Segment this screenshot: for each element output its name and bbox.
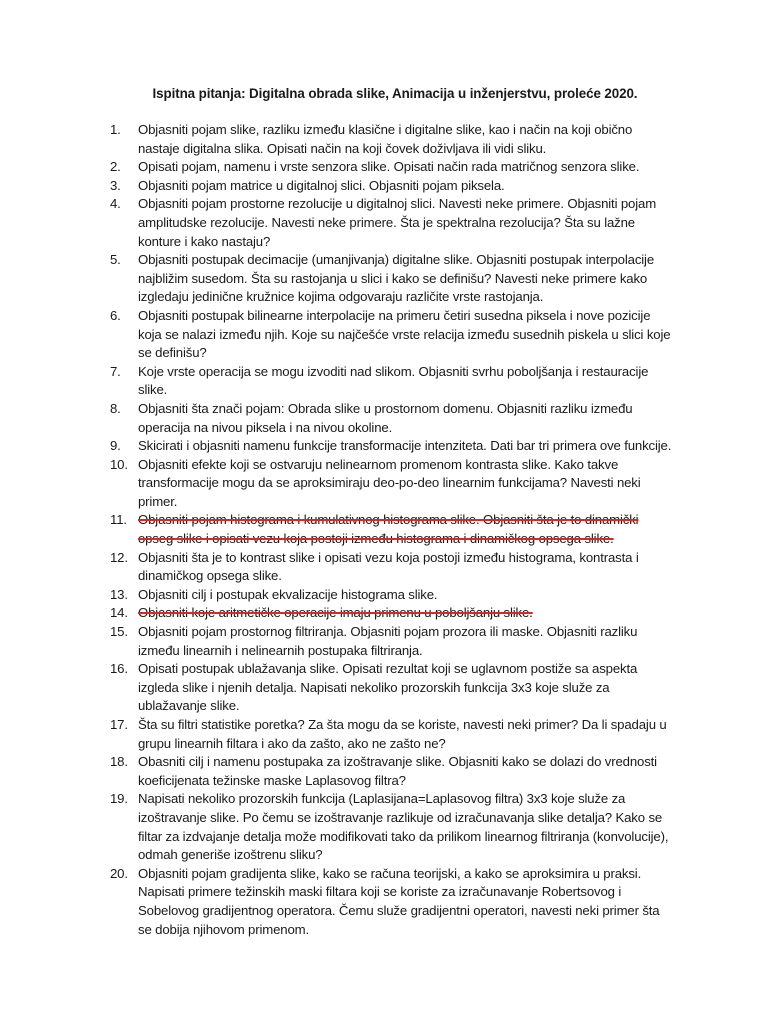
question-item bbox=[110, 307, 672, 363]
document-title: Ispitna pitanja: Digitalna obrada slike, Animacija u inženjerstvu, proleće 2020. bbox=[152, 86, 638, 101]
question-item bbox=[110, 511, 672, 548]
question-text: Objasniti cilj i postupak ekvalizacije histograma slike. bbox=[138, 586, 438, 602]
question-item bbox=[110, 790, 672, 864]
question-number: 17. bbox=[110, 717, 128, 732]
question-item bbox=[110, 177, 672, 196]
question-number: 19. bbox=[110, 791, 128, 807]
question-text: Objasniti pojam prostornog filtriranja. Objasniti pojam prozora ili maske. Objasniti razliku između linearnih i nelinearnih postupaka filtriranja. bbox=[138, 624, 638, 658]
question-number: 20. bbox=[110, 865, 128, 881]
question-text: Objasniti pojam slike, razliku između klasične i digitalne slike, kao i način na koji obično nastaje digitalna slika. Opisati način na koji čovek doživljava ili vidi sliku. bbox=[138, 122, 633, 156]
question-item bbox=[110, 865, 672, 939]
question-text: Opisati postupak ublažavanja slike. Opisati rezultat koji se uglavnom postiže sa aspekta izgleda slike i njenih detalja. Napisati nekoliko prozorskih funkcija 3x3 koje služe za ublažavanje slike. bbox=[138, 661, 638, 714]
question-text: Objasniti efekte koji se ostvaruju nelinearnom promenom kontrasta slike. Kako takve transformacije mogu da se aproksimiraju deo-po-deo linearnim funkcijama? Navesti neki primer. bbox=[138, 456, 641, 509]
question-text: Šta su filtri statistike poretka? Za šta mogu da se koriste, navesti neki primer? Da li spadaju u grupu linearnih filtara i ako da zašto, ako ne zašto ne? bbox=[138, 717, 667, 751]
question-item bbox=[110, 363, 672, 400]
question-item bbox=[110, 753, 672, 790]
question-item bbox=[110, 456, 672, 512]
question-text: Obasniti cilj i namenu postupaka za izoštravanje slike. Objasniti kako se dolazi do vrednosti koeficijenata težinske maske Laplasovog filtra? bbox=[138, 754, 657, 788]
question-number: 6. bbox=[110, 307, 121, 323]
question-text: Skicirati i objasniti namenu funkcije transformacije intenziteta. Dati bar tri primera ove funkcije. bbox=[138, 438, 672, 454]
question-number: 1. bbox=[110, 122, 121, 137]
question-number: 14. bbox=[110, 605, 128, 621]
question-number: 12. bbox=[110, 549, 128, 565]
question-number: 10. bbox=[110, 456, 128, 472]
question-text: Objasniti postupak decimacije (umanjivanja) digitalne slike. Objasniti postupak interpolacije najbližim susedom. Šta su rastojanja u slici i kako se definišu? Navesti neke primere kako izgledaju jedinične kružnice kojima odgovaraju različite vrste rastojanja. bbox=[138, 252, 655, 305]
question-item bbox=[110, 195, 672, 251]
question-number: 7. bbox=[110, 363, 121, 379]
question-text: Objasniti pojam matrice u digitalnoj slici. Objasniti pojam piksela. bbox=[138, 177, 505, 193]
question-item bbox=[110, 604, 672, 623]
question-number: 2. bbox=[110, 159, 121, 175]
question-text: Objasniti šta je to kontrast slike i opisati vezu koja postoji između histograma, kontrasta i dinamičkog opsega slike. bbox=[138, 549, 639, 584]
question-number: 18. bbox=[110, 754, 128, 770]
question-item bbox=[110, 586, 672, 605]
question-number: 13. bbox=[110, 586, 128, 602]
question-text: Koje vrste operacija se mogu izvoditi nad slikom. Objasniti svrhu poboljšanja i restauracije slike. bbox=[138, 363, 649, 398]
question-number: 8. bbox=[110, 400, 121, 416]
question-list bbox=[110, 121, 672, 939]
question-number: 3. bbox=[110, 177, 121, 193]
question-number: 16. bbox=[110, 661, 128, 677]
question-text: Objasniti pojam prostorne rezolucije u digitalnoj slici. Navesti neke primere. Objasniti pojam amplitudske rezolucije. Navesti neke primere. Šta je spektralna rezolucija? Šta su lažne konture i kako nastaju? bbox=[138, 196, 657, 249]
question-number: 9. bbox=[110, 438, 121, 454]
question-item bbox=[110, 716, 672, 753]
question-text: Objasniti postupak bilinearne interpolacije na primeru četiri susedna piksela i nove pozicije koja se nalazi između njih. Koje su najčešće vrste relacija između susednih piskela u slici koje se definišu? bbox=[138, 307, 671, 361]
question-text: Opisati pojam, namenu i vrste senzora slike. Opisati način rada matričnog senzora slike. bbox=[138, 159, 640, 175]
question-item bbox=[110, 437, 672, 456]
question-text-struck: Objasniti pojam histograma i kumulativnog histograma slike. Objasniti šta je to dinamički opseg slike i opisati vezu koja postoji između histograma i dinamičkog opsega slike. bbox=[138, 512, 639, 547]
question-item bbox=[110, 251, 672, 307]
question-item bbox=[110, 121, 672, 158]
question-item bbox=[110, 400, 672, 437]
question-text: Objasniti pojam gradijenta slike, kako se računa teorijski, a kako se aproksimira u praksi. Napisati primere težinskih maski filtara koji se koriste za izračunavanje Robertsovog i Sobelovog gradijentnog operatora. Čemu služe gradijentni operatori, navesti neki primer šta se dobija njihovom primenom. bbox=[138, 865, 660, 937]
question-number: 4. bbox=[110, 196, 121, 212]
question-number: 5. bbox=[110, 252, 121, 268]
question-text: Objasniti šta znači pojam: Obrada slike u prostornom domenu. Objasniti razliku između operacija na nivou piksela i na nivou okoline. bbox=[138, 400, 633, 435]
question-item bbox=[110, 549, 672, 586]
question-item bbox=[110, 623, 672, 660]
question-number: 15. bbox=[110, 624, 128, 640]
question-text: Napisati nekoliko prozorskih funkcija (Laplasijana=Laplasovog filtra) 3x3 koje služe za izoštravanje slike. Po čemu se izoštravanje razlikuje od izračunavanja slike detalja? Kako se filtar za izdvajanje detalja može modifikovati tako da prilikom linearnog filtriranja (konvolucije), odmah generiše izoštrenu sliku? bbox=[138, 791, 669, 863]
question-number: 11. bbox=[110, 512, 127, 528]
question-item bbox=[110, 660, 672, 716]
question-text-struck: Objasniti koje aritmetičke operacije imaju primenu u poboljšanju slike. bbox=[138, 605, 533, 621]
question-item bbox=[110, 158, 672, 177]
